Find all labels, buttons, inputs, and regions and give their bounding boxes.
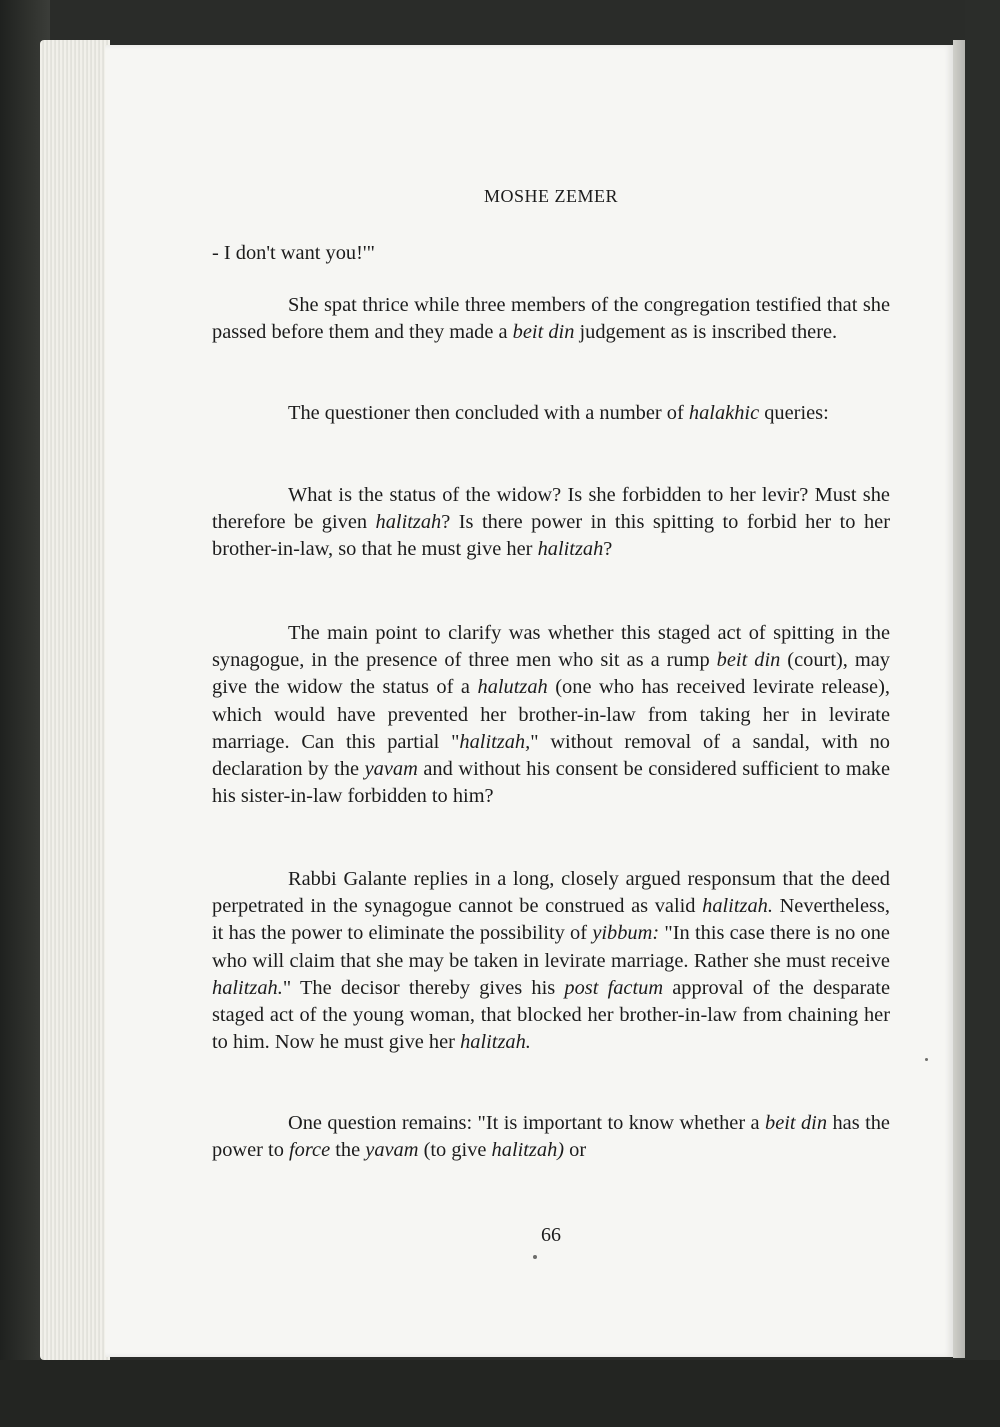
text-run: (court), may give the widow the status of a <box>212 649 890 699</box>
text-run: The main point to clarify was whether this staged act of spitting in the synagogue, in the presence of three men who sit as a rump <box>212 622 890 672</box>
scan-background-right <box>965 0 1000 1427</box>
italic-term: halitzah. <box>702 895 773 918</box>
paragraph-0 <box>212 240 890 267</box>
italic-term: halutzah <box>477 676 548 699</box>
paragraph-3 <box>212 482 890 564</box>
text-run: "In this case there is no one who will claim that she may be taken in levirate marriage. Rather she must receive <box>212 922 890 972</box>
text-run: The questioner then concluded with a number of <box>288 402 689 424</box>
italic-term: halitzah. <box>212 976 283 999</box>
paragraph-2 <box>212 400 890 427</box>
page-edges <box>40 40 110 1360</box>
scan-background-bottom <box>0 1360 1000 1427</box>
italic-term: beit din <box>512 321 575 344</box>
text-run: What is the status of the widow? Is she forbidden to her levir? Must she therefore be given <box>212 484 890 534</box>
text-run: " The decisor thereby gives his <box>282 976 565 999</box>
paragraph-6 <box>212 1110 890 1164</box>
text-run: (to give <box>418 1139 492 1162</box>
italic-term: beit din <box>765 1112 828 1134</box>
italic-term: halitzah) <box>491 1139 565 1162</box>
running-head: MOSHE ZEMER <box>483 186 618 206</box>
text-run: (one who has received levirate release), which would have prevented her brother-in-law from taking her in levirate marriage. Can this partial " <box>212 676 890 753</box>
speck <box>533 1255 537 1259</box>
text-run: approval of the desparate staged act of the young woman, that blocked her brother-in-law from chaining her to him. Now he must give her <box>212 976 891 1054</box>
text-run: and without his consent be considered sufficient to make his sister-in-law forbidden to him? <box>212 758 890 808</box>
text-run: the <box>330 1139 366 1162</box>
text-run: One question remains: "It is important to know whether a <box>288 1112 765 1134</box>
text-run: judgement as is inscribed there. <box>574 321 838 344</box>
italic-term: post factum <box>564 976 664 999</box>
text-run: ? <box>603 538 613 561</box>
text-run: Nevertheless, it has the power to eliminate the possibility of <box>212 895 890 945</box>
italic-term: force <box>289 1139 331 1162</box>
italic-term: halitzah <box>375 511 442 534</box>
text-run: or <box>564 1139 587 1162</box>
italic-term: halitzah, <box>459 730 531 753</box>
paragraph-4 <box>212 620 890 810</box>
italic-term: yibbum: <box>592 922 660 945</box>
speck <box>925 1058 928 1061</box>
text-run: " without removal of a sandal, with no declaration by the <box>212 730 890 781</box>
facing-page-edge <box>953 40 965 1358</box>
paragraph-5 <box>212 866 890 1056</box>
italic-term: beit din <box>716 649 781 672</box>
italic-term: halakhic <box>688 402 760 424</box>
text-run: ? Is there power in this spitting to forbid her to her brother-in-law, so that he must give her <box>212 511 890 561</box>
text-run: queries: <box>759 402 829 424</box>
italic-term: yavam <box>364 758 418 781</box>
italic-term: yavam <box>365 1139 419 1162</box>
text-run: - I don't want you!'" <box>212 242 375 264</box>
text-run: Rabbi Galante replies in a long, closely argued responsum that the deed perpetrated in the synagogue cannot be construed as valid <box>212 868 890 918</box>
italic-term: halitzah. <box>460 1031 531 1054</box>
text-run: has the power to <box>212 1112 890 1162</box>
italic-term: halitzah <box>537 538 604 561</box>
text-run: She spat thrice while three members of the congregation testified that she passed before them and they made a <box>212 294 890 344</box>
page-number: 66 <box>541 1224 561 1246</box>
paragraph-1 <box>212 292 890 346</box>
